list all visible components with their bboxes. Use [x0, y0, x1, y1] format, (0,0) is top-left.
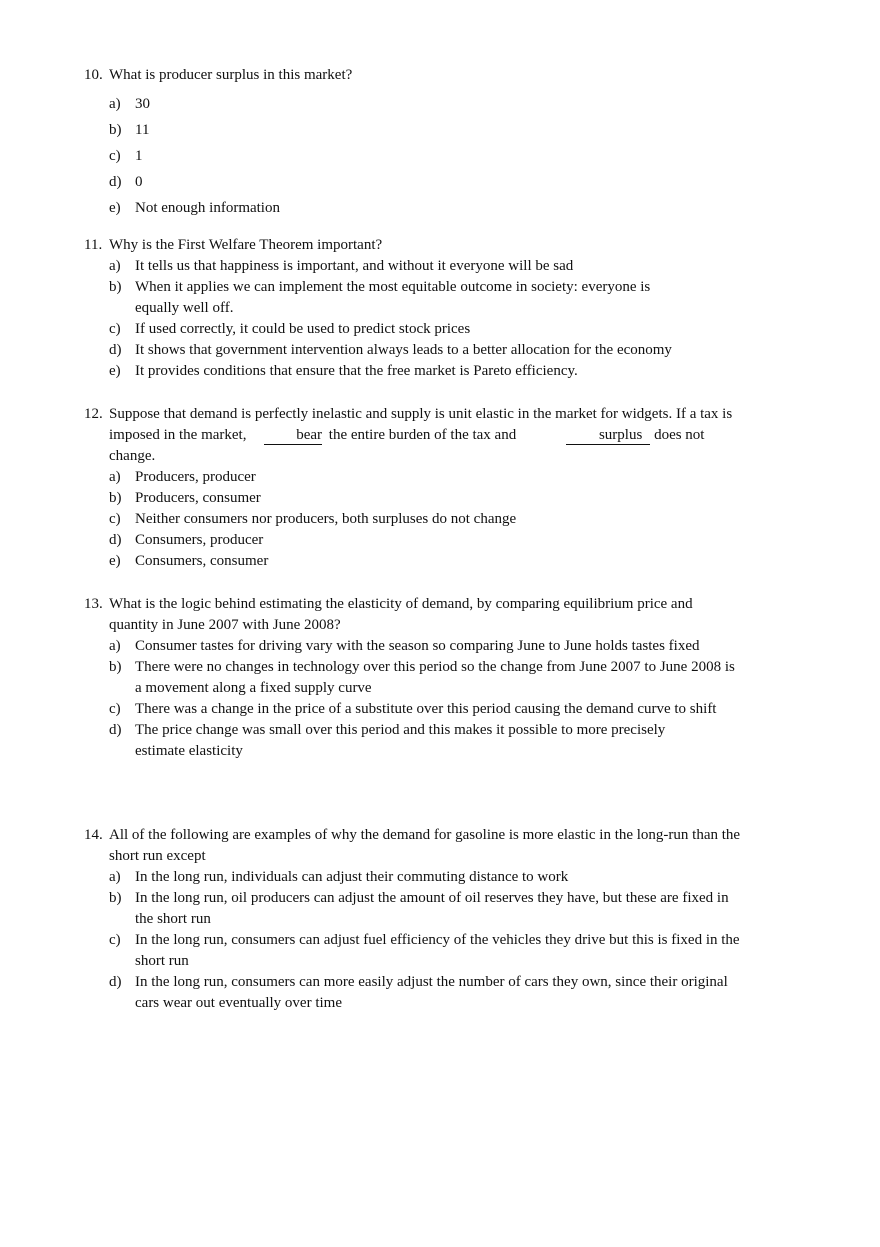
option-text: There were no changes in technology over this period so the change from June 2007 to June 2008 is a movement along a fixed supply curve — [135, 659, 735, 696]
option-text: There was a change in the price of a substitute over this period causing the demand curve to shift — [135, 701, 717, 717]
option-label: d) — [109, 342, 122, 358]
option-label: b) — [109, 279, 122, 295]
option-label: c) — [109, 148, 121, 164]
option-d — [84, 169, 744, 195]
question-stem — [84, 404, 744, 467]
question-14 — [84, 825, 744, 1014]
option-a — [84, 867, 744, 888]
option-text: In the long run, individuals can adjust their commuting distance to work — [135, 869, 569, 885]
option-text: Consumer tastes for driving vary with the season so comparing June to June holds tastes fixed — [135, 638, 700, 654]
question-text: Why is the First Welfare Theorem important? — [109, 237, 383, 253]
option-text: It provides conditions that ensure that the free market is Pareto efficiency. — [135, 363, 578, 379]
option-text: It shows that government intervention always leads to a better allocation for the economy — [135, 342, 672, 358]
question-text: All of the following are examples of why the demand for gasoline is more elastic in the long-run than the short run except — [109, 827, 741, 864]
question-stem — [84, 65, 744, 86]
question-number: 14. — [84, 827, 103, 843]
option-label: a) — [109, 469, 121, 485]
option-c — [84, 509, 744, 530]
option-c — [84, 319, 744, 340]
option-d — [84, 340, 744, 361]
option-b — [84, 277, 680, 319]
option-text: It tells us that happiness is important, and without it everyone will be sad — [135, 258, 574, 274]
option-label: d) — [109, 174, 122, 190]
option-label: a) — [109, 638, 121, 654]
option-text: The price change was small over this period and this makes it possible to more precisely estimate elasticity — [135, 722, 666, 759]
option-label: d) — [109, 532, 122, 548]
option-a — [84, 91, 744, 117]
question-number: 10. — [84, 67, 103, 83]
option-d — [84, 720, 715, 762]
blank-1-word: bear — [296, 427, 323, 443]
option-text: Neither consumers nor producers, both surpluses do not change — [135, 511, 517, 527]
option-e — [84, 551, 744, 572]
option-label: a) — [109, 869, 121, 885]
question-13 — [84, 594, 744, 762]
option-d — [84, 530, 744, 551]
blank-2-word: surplus — [598, 427, 643, 443]
option-label: d) — [109, 974, 122, 990]
option-label: b) — [109, 890, 122, 906]
option-b — [84, 888, 744, 930]
option-text: Producers, producer — [135, 469, 256, 485]
option-label: e) — [109, 200, 121, 216]
option-a — [84, 467, 744, 488]
option-d — [84, 972, 744, 1014]
question-stem — [84, 825, 744, 867]
option-c — [84, 699, 735, 720]
option-a — [84, 256, 744, 277]
option-label: c) — [109, 511, 121, 527]
question-number: 11. — [84, 237, 103, 253]
option-label: b) — [109, 659, 122, 675]
question-12 — [84, 404, 744, 572]
answer-blank-1 — [264, 427, 322, 445]
option-b — [84, 117, 744, 143]
option-text: Consumers, producer — [135, 532, 264, 548]
option-label: c) — [109, 321, 121, 337]
option-text: 30 — [135, 96, 150, 112]
option-c — [84, 143, 744, 169]
option-label: b) — [109, 122, 122, 138]
option-text: If used correctly, it could be used to predict stock prices — [135, 321, 471, 337]
question-11 — [84, 235, 744, 382]
question-stem — [84, 235, 744, 256]
option-text: In the long run, oil producers can adjust the amount of oil reserves they have, but these are fixed in the short run — [135, 890, 729, 927]
option-text: 0 — [135, 174, 143, 190]
option-a — [84, 636, 715, 657]
question-number: 12. — [84, 406, 103, 422]
option-label: e) — [109, 553, 121, 569]
option-text: Consumers, consumer — [135, 553, 269, 569]
option-label: c) — [109, 701, 121, 717]
option-text: When it applies we can implement the most equitable outcome in society: everyone is equally well off. — [135, 279, 651, 316]
option-label: a) — [109, 96, 121, 112]
question-text: What is producer surplus in this market? — [109, 67, 353, 83]
option-b — [84, 657, 744, 699]
option-label: a) — [109, 258, 121, 274]
question-number: 13. — [84, 596, 103, 612]
question-stem — [84, 594, 744, 636]
option-b — [84, 488, 744, 509]
option-e — [84, 361, 744, 382]
option-label: d) — [109, 722, 122, 738]
question-10 — [84, 65, 744, 221]
option-text: In the long run, consumers can more easily adjust the number of cars they own, since their original cars wear out eventually over time — [135, 974, 728, 1011]
option-c — [84, 930, 744, 972]
option-e — [84, 195, 744, 221]
option-text: Not enough information — [135, 200, 280, 216]
option-label: c) — [109, 932, 121, 948]
question-text-part3: does not change. — [109, 427, 705, 464]
option-text: 11 — [135, 122, 150, 138]
answer-blank-2 — [566, 427, 650, 445]
question-text: What is the logic behind estimating the elasticity of demand, by comparing equilibrium price and quantity in June 2007 with June 2008? — [109, 596, 693, 633]
question-text-part2: the entire burden of the tax and — [328, 427, 517, 443]
question-text-part1: Suppose that demand is perfectly inelastic and supply is unit elastic in the market for widgets. If a tax is imposed in the market, — [109, 406, 733, 443]
option-text: 1 — [135, 148, 143, 164]
option-label: b) — [109, 490, 122, 506]
option-label: e) — [109, 363, 121, 379]
option-text: In the long run, consumers can adjust fuel efficiency of the vehicles they drive but this is fixed in the short run — [135, 932, 740, 969]
option-text: Producers, consumer — [135, 490, 261, 506]
